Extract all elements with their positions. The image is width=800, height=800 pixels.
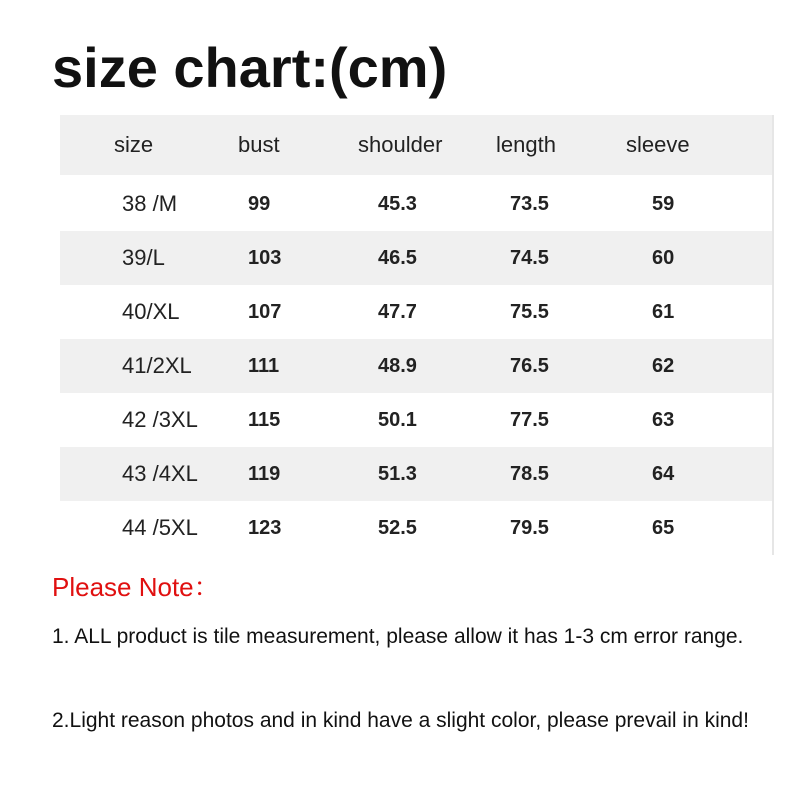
- note-title: Please Note：: [52, 572, 220, 602]
- size-table: [60, 115, 774, 555]
- cell-length: 76.5: [510, 354, 549, 377]
- cell-length: 77.5: [510, 408, 549, 431]
- cell-bust: 119: [248, 462, 281, 485]
- cell-length: 73.5: [510, 192, 549, 215]
- note-item: 1. ALL product is tile measurement, please allow it has 1-3 cm error range.: [52, 625, 744, 648]
- header-length: length: [496, 132, 556, 157]
- cell-size: 39/L: [122, 245, 165, 270]
- cell-sleeve: 60: [652, 246, 675, 269]
- cell-shoulder: 46.5: [378, 246, 417, 269]
- table-header-row: [60, 115, 772, 175]
- header-bust: bust: [238, 132, 280, 157]
- header-sleeve: sleeve: [626, 132, 690, 157]
- cell-length: 78.5: [510, 462, 549, 485]
- table-row: [60, 447, 772, 501]
- cell-sleeve: 63: [652, 408, 675, 431]
- cell-length: 74.5: [510, 246, 549, 269]
- cell-sleeve: 65: [652, 516, 675, 539]
- cell-bust: 103: [248, 246, 282, 269]
- cell-shoulder: 47.7: [378, 300, 417, 323]
- cell-bust: 111: [248, 354, 280, 377]
- header-size: size: [114, 132, 154, 157]
- cell-shoulder: 45.3: [378, 192, 417, 215]
- page-title: size chart:(cm): [52, 36, 448, 99]
- cell-shoulder: 52.5: [378, 516, 417, 539]
- cell-sleeve: 64: [652, 462, 675, 485]
- cell-size: 41/2XL: [122, 353, 192, 378]
- cell-length: 79.5: [510, 516, 549, 539]
- cell-sleeve: 62: [652, 354, 675, 377]
- table-row: [60, 285, 772, 339]
- table-row: [60, 177, 772, 231]
- cell-size: 38 /M: [122, 191, 178, 216]
- table-row: [60, 339, 772, 393]
- note-item: 2.Light reason photos and in kind have a slight color, please prevail in kind!: [52, 709, 749, 732]
- cell-length: 75.5: [510, 300, 549, 323]
- table-row: [60, 231, 772, 285]
- cell-size: 42 /3XL: [122, 407, 198, 432]
- cell-bust: 107: [248, 300, 282, 323]
- cell-shoulder: 51.3: [378, 462, 417, 485]
- cell-size: 43 /4XL: [122, 461, 198, 486]
- cell-size: 40/XL: [122, 299, 180, 324]
- header-shoulder: shoulder: [358, 132, 443, 157]
- cell-sleeve: 61: [652, 300, 675, 323]
- cell-size: 44 /5XL: [122, 515, 198, 540]
- cell-bust: 123: [248, 516, 282, 539]
- cell-shoulder: 50.1: [378, 408, 417, 431]
- cell-shoulder: 48.9: [378, 354, 417, 377]
- cell-sleeve: 59: [652, 192, 675, 215]
- cell-bust: 115: [248, 408, 281, 431]
- table-row: [60, 501, 772, 555]
- cell-bust: 99: [248, 192, 271, 215]
- table-row: [60, 393, 772, 447]
